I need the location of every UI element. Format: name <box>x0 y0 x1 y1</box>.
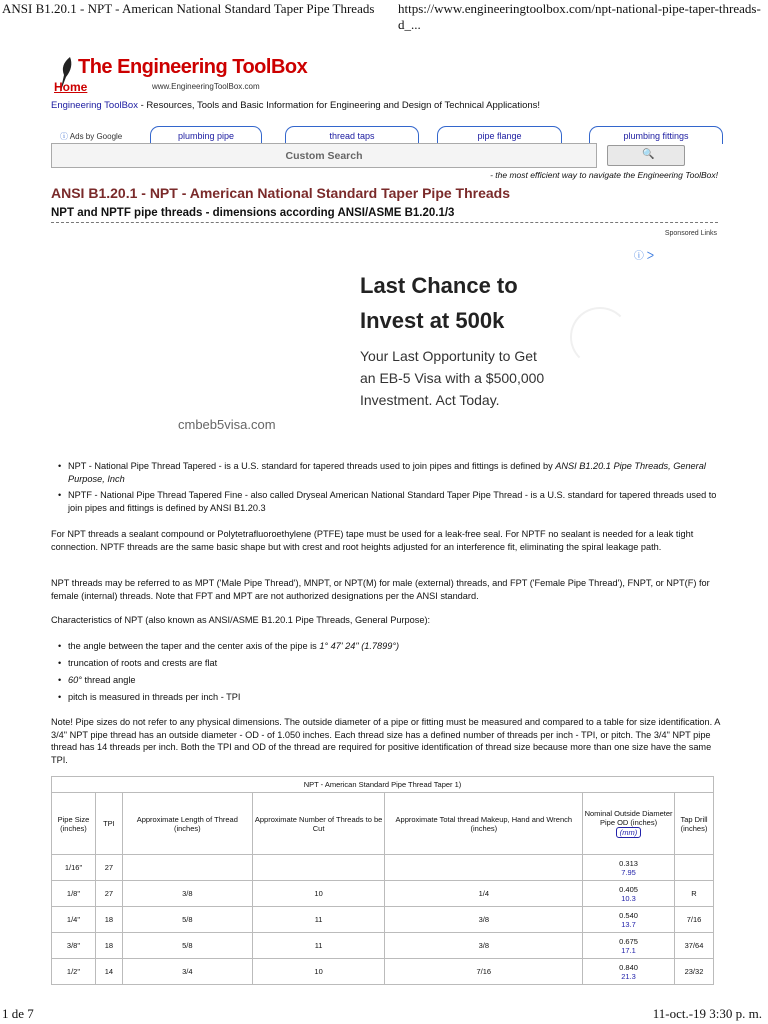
od-mm: 21.3 <box>621 971 636 981</box>
ad-link-pipe-flange[interactable]: pipe flange <box>437 126 562 144</box>
bullet-icon: • <box>58 461 62 471</box>
print-datetime: 11-oct.-19 3:30 p. m. <box>652 1006 762 1021</box>
ad-headline-2: Invest at 500k <box>360 308 505 333</box>
bullet-icon: • <box>58 658 62 668</box>
cell-outside-diameter <box>583 933 675 959</box>
page-number: 1 de 7 <box>2 1006 34 1021</box>
cell-pipe-size: 1/8" <box>52 881 96 907</box>
cell-num-threads: 11 <box>252 933 385 959</box>
cell-pipe-size: 1/16" <box>52 855 96 881</box>
ad-domain[interactable]: cmbeb5visa.com <box>178 417 276 432</box>
cell-tap-drill: 7/16 <box>674 907 713 933</box>
print-header <box>0 0 768 32</box>
cell-tap-drill: 23/32 <box>674 959 713 985</box>
od-inches: 0.313 <box>619 858 638 868</box>
cell-outside-diameter <box>583 959 675 985</box>
cell-pipe-size: 3/8" <box>52 933 96 959</box>
cell-thread-length: 5/8 <box>122 907 252 933</box>
cell-tap-drill <box>674 855 713 881</box>
col-tpi: TPI <box>95 793 122 855</box>
ad-decoration <box>570 307 630 367</box>
print-title: ANSI B1.20.1 - NPT - American National Standard Taper Pipe Threads <box>2 1 375 16</box>
print-url: https://www.engineeringtoolbox.com/npt-national-pipe-taper-threads-d_... <box>398 1 761 32</box>
od-mm: 13.7 <box>621 919 636 929</box>
paragraph-note: Note! Pipe sizes do not refer to any physical dimensions. The outside diameter of a pipe or fitting must be measured and compared to a table for size identification. A 3/4" NPT pipe thread has an outside diameter - OD - of 1.050 inches. Each thread size has a defined number of threads per inch - TPI, or pitch. The 3/4" NPT pipe thread has 14 threads per inch. Both the TPI and OD of the thread are required for positive identification of thread size because more than one size have the same TPI. <box>51 717 720 765</box>
npt-table <box>51 776 714 985</box>
cell-thread-makeup <box>385 855 583 881</box>
ads-by-google[interactable] <box>60 131 122 142</box>
od-inches: 0.675 <box>619 936 638 946</box>
ads-by-label: Ads by Google <box>69 132 123 141</box>
cell-thread-makeup: 3/8 <box>385 933 583 959</box>
cell-tpi: 27 <box>95 881 122 907</box>
bullet-icon: • <box>58 490 62 500</box>
paragraph-sealant: For NPT threads a sealant compound or Polytetrafluoroethylene (PTFE) tape must be used for a leak-free seal. For NPTF no sealant is needed for a leak tight connection. NPTF threads are the same basic shape but with crest and root heights adjusted for an interference fit, eliminating the spiral leakage path. <box>51 529 694 552</box>
bullet-icon: • <box>58 692 62 702</box>
list-item-pitch <box>58 691 718 704</box>
search-button[interactable] <box>607 145 685 166</box>
col-tap-drill: Tap Drill (inches) <box>674 793 713 855</box>
npt-standard: ANSI B1.20.1 Pipe Threads, General Purpose, Inch <box>68 461 706 484</box>
cell-tpi: 14 <box>95 959 122 985</box>
cell-num-threads: 11 <box>252 907 385 933</box>
angle-text: the angle between the taper and the center axis of the pipe is <box>68 641 320 651</box>
od-mm: 7.95 <box>621 867 636 877</box>
table-row <box>52 907 714 933</box>
ad-body: Your Last Opportunity to Get an EB-5 Visa with a $500,000 Investment. Act Today. <box>360 348 545 408</box>
col-thread-makeup: Approximate Total thread Makeup, Hand and Wrench (inches) <box>385 793 583 855</box>
info-icon: ⓘ <box>60 132 68 141</box>
site-logo[interactable] <box>54 55 314 97</box>
cell-outside-diameter <box>583 881 675 907</box>
od-label: Nominal Outside Diameter Pipe OD (inches) <box>584 809 673 827</box>
ad-link-thread-taps[interactable]: thread taps <box>285 126 419 144</box>
page-subtitle: NPT and NPTF pipe threads - dimensions according ANSI/ASME B1.20.1/3 <box>51 207 455 219</box>
table-row <box>52 855 714 881</box>
col-thread-length: Approximate Length of Thread (inches) <box>122 793 252 855</box>
cell-thread-length <box>122 855 252 881</box>
list-item-npt <box>58 460 718 485</box>
tagline-link[interactable]: Engineering ToolBox <box>51 100 138 111</box>
od-inches: 0.840 <box>619 962 638 972</box>
cell-thread-length: 5/8 <box>122 933 252 959</box>
tagline-text: - Resources, Tools and Basic Information for Engineering and Design of Technical Applications! <box>137 100 541 111</box>
search-input[interactable]: Custom Search <box>51 143 597 168</box>
logo-title: The Engineering ToolBox <box>78 56 308 78</box>
angle-value: 1° 47' 24" (1.7899°) <box>319 641 400 651</box>
table-row <box>52 959 714 985</box>
nptf-definition: NPTF - National Pipe Thread Tapered Fine - also called Dryseal American National Standard Taper Pipe Thread - is a U.S. standard for tapered threads used to join pipes and fittings is defined by ANSI B1.20.3 <box>68 490 717 513</box>
display-ad[interactable] <box>122 245 659 443</box>
list-item-nptf <box>58 489 718 514</box>
list-item-truncation <box>58 657 718 670</box>
print-footer <box>0 1002 768 1024</box>
table-caption: NPT - American Standard Pipe Thread Taper 1) <box>52 777 714 793</box>
cell-thread-length: 3/8 <box>122 881 252 907</box>
cell-num-threads <box>252 855 385 881</box>
tagline <box>51 100 540 111</box>
od-inches: 0.405 <box>619 884 638 894</box>
col-num-threads: Approximate Number of Threads to be Cut <box>252 793 385 855</box>
list-item-thread-angle <box>58 674 718 687</box>
page-title: ANSI B1.20.1 - NPT - American National Standard Taper Pipe Threads <box>51 185 511 201</box>
col-pipe-size: Pipe Size (inches) <box>52 793 96 855</box>
ad-link-plumbing-fittings[interactable]: plumbing fittings <box>589 126 723 144</box>
cell-outside-diameter <box>583 855 675 881</box>
cell-num-threads: 10 <box>252 959 385 985</box>
search-icon: 🔍 <box>642 149 655 160</box>
bullet-icon: • <box>58 675 62 685</box>
table-row <box>52 881 714 907</box>
ad-choices-icon[interactable]: ⓘ ᐳ <box>633 251 654 262</box>
ad-headline-1: Last Chance to <box>360 273 518 298</box>
paragraph-designations: NPT threads may be referred to as MPT ('Male Pipe Thread'), MNPT, or NPT(M) for male (external) threads, and FPT ('Female Pipe Thread'), FNPT, or NPT(F) for female (internal) threads. Note that FPT and MPT are not authorized designations per the ANSI standard. <box>51 578 710 601</box>
cell-tap-drill: 37/64 <box>674 933 713 959</box>
od-mm: 10.3 <box>621 893 636 903</box>
table-row <box>52 933 714 959</box>
cell-thread-length: 3/4 <box>122 959 252 985</box>
list-item-angle <box>58 640 718 653</box>
od-mm: 17.1 <box>621 945 636 955</box>
cell-thread-makeup: 1/4 <box>385 881 583 907</box>
npt-definition: NPT - National Pipe Thread Tapered - is a U.S. standard for tapered threads used to join pipes and fittings is defined by <box>68 461 556 471</box>
cell-thread-makeup: 7/16 <box>385 959 583 985</box>
truncation-text: truncation of roots and crests are flat <box>68 658 218 668</box>
cell-tpi: 27 <box>95 855 122 881</box>
cell-pipe-size: 1/2" <box>52 959 96 985</box>
navigation-slogan: - the most efficient way to navigate the Engineering ToolBox! <box>490 170 718 180</box>
cell-tpi: 18 <box>95 907 122 933</box>
paragraph-characteristics: Characteristics of NPT (also known as ANSI/ASME B1.20.1 Pipe Threads, General Purpose): <box>51 615 431 625</box>
od-mm-label: (mm) <box>616 827 642 838</box>
sponsored-links-label: Sponsored Links <box>664 230 717 237</box>
cell-tap-drill: R <box>674 881 713 907</box>
od-inches: 0.540 <box>619 910 638 920</box>
pitch-text: pitch is measured in threads per inch - TPI <box>68 692 241 702</box>
cell-tpi: 18 <box>95 933 122 959</box>
home-link[interactable]: Home <box>54 80 88 94</box>
table-body <box>52 855 714 985</box>
cell-pipe-size: 1/4" <box>52 907 96 933</box>
bullet-icon: • <box>58 641 62 651</box>
cell-num-threads: 10 <box>252 881 385 907</box>
logo-url: www.EngineeringToolBox.com <box>152 82 260 91</box>
ad-link-plumbing-pipe[interactable]: plumbing pipe <box>150 126 262 144</box>
col-outside-diameter <box>583 793 675 855</box>
cell-thread-makeup: 3/8 <box>385 907 583 933</box>
divider <box>51 222 718 223</box>
cell-outside-diameter <box>583 907 675 933</box>
thread-angle-value: 60° <box>68 675 82 685</box>
thread-angle-text: thread angle <box>81 675 136 685</box>
